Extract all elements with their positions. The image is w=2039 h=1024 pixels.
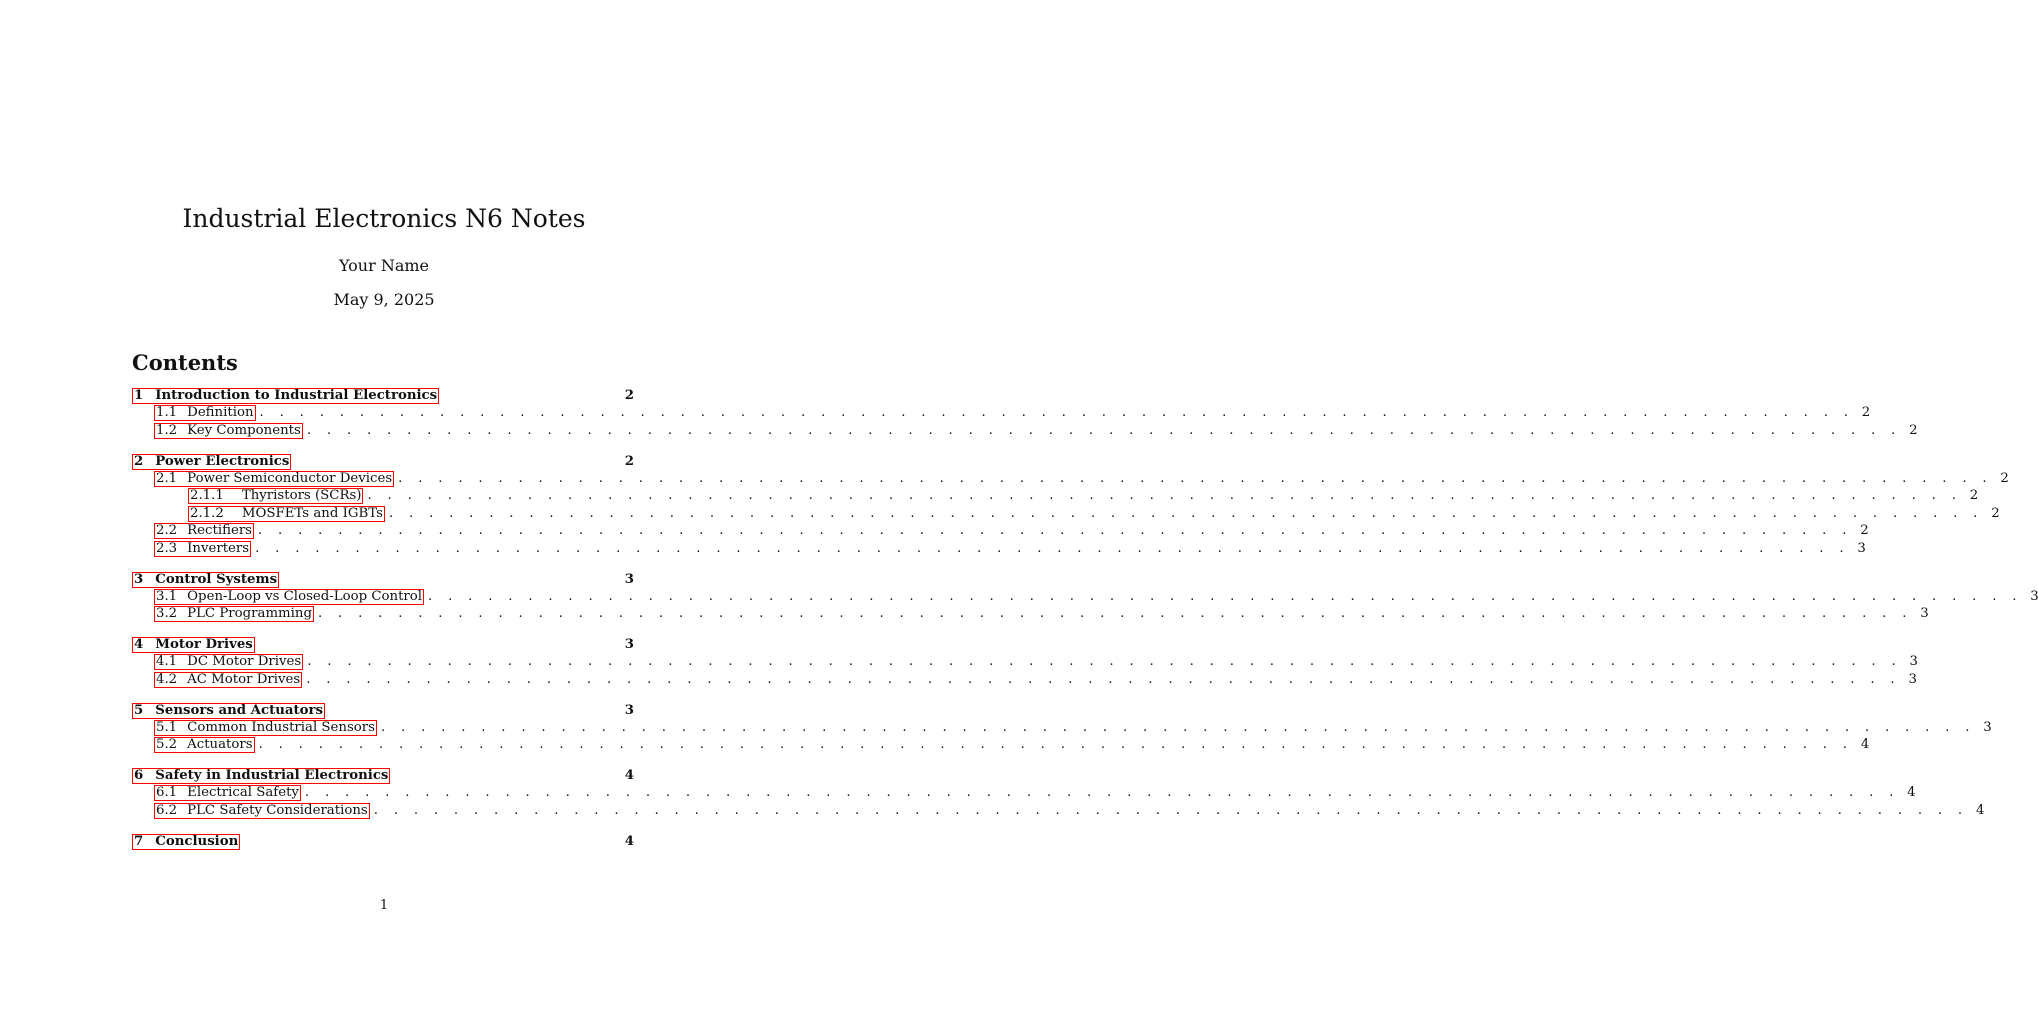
toc-section-number: 7 (134, 833, 144, 849)
document-title: Industrial Electronics N6 Notes (182, 204, 586, 233)
toc-subsection-number: 1.2 (156, 422, 178, 438)
toc-dot-leader: . . . . . . . . . . . . . . . . . . . . . . . . . . . . . . . . . . . . . . . . . . . . . . . . . . . . . . . . . . . . . . . . . . . . . . . . . . . . . . . . (388, 505, 1984, 521)
toc-subsection-number: 2.1 (156, 470, 178, 486)
toc-subsection-link[interactable] (154, 672, 302, 688)
toc-subsection-link[interactable] (154, 471, 394, 487)
toc-subsection-number: 1.1 (156, 405, 178, 420)
toc-section-title: Power Electronics (155, 453, 290, 469)
toc-subsection-title: Definition (187, 405, 254, 420)
toc-subsection-number: 2.2 (156, 523, 178, 538)
toc-page-number: 3 (624, 702, 634, 718)
toc-subsection-number: 5.1 (156, 719, 178, 735)
toc-subsection-title: Actuators (187, 737, 253, 752)
toc-subsection-row (132, 606, 1929, 624)
toc-subsection-number: 5.2 (156, 737, 178, 752)
toc-page-number: 2 (1969, 488, 1979, 503)
toc-subsection-row (132, 505, 2000, 524)
toc-dot-leader: . . . . . . . . . . . . . . . . . . . . . . . . . . . . . . . . . . . . . . . . . . . . . . . . . . . . . . . . . . . . . . . . . . . . . . . . . . . . . . . . (258, 523, 1853, 538)
toc-dot-leader: . . . . . . . . . . . . . . . . . . . . . . . . . . . . . . . . . . . . . . . . . . . . . . . . . . . . . . . . . . . . . . . . . . . . . . . . . . . . . . . . (258, 737, 1853, 752)
toc-subsection-row (132, 488, 1979, 506)
toc-subsection-link[interactable] (154, 720, 377, 736)
toc-subsection-title: PLC Programming (187, 606, 312, 621)
toc-page-number: 3 (1908, 671, 1917, 687)
toc-page-number: 3 (1909, 654, 1918, 669)
toc-subsection-number: 4.2 (156, 671, 178, 687)
toc-dot-leader: . . . . . . . . . . . . . . . . . . . . . . . . . . . . . . . . . . . . . . . . . . . . . . . . . . . . . . . . . . . . . . . . . . . . . . . . . . . . . . . . (317, 606, 1913, 621)
toc-dot-leader: . . . . . . . . . . . . . . . . . . . . . . . . . . . . . . . . . . . . . . . . . . . . . . . . . . . . . . . . . . . . . . . . . . . . . . . . . . . . . . . . (307, 654, 1902, 669)
toc-page-number: 2 (624, 388, 634, 403)
toc-page-number: 4 (624, 768, 634, 783)
toc-subsection-title: AC Motor Drives (187, 671, 301, 687)
toc-dot-leader: . . . . . . . . . . . . . . . . . . . . . . . . . . . . . . . . . . . . . . . . . . . . . . . . . . . . . . . . . . . . . . . . . . . . . . . . . . . . . . . . (255, 540, 1850, 556)
toc-subsection-number: 2.1.1 (190, 488, 224, 503)
toc-page-number: 3 (2030, 588, 2039, 604)
toc-subsection-row (132, 470, 2009, 489)
toc-subsection-link[interactable] (154, 785, 301, 801)
toc-page-number: 3 (624, 571, 634, 587)
toc-page-number: 4 (1907, 785, 1916, 800)
toc-subsection-title: Key Components (187, 422, 301, 438)
toc-subsection-title: PLC Safety Considerations (187, 802, 368, 818)
toc-subsection-link[interactable] (188, 506, 385, 522)
toc-subsection-row (132, 654, 1918, 672)
toc-page-number: 3 (624, 637, 634, 652)
toc-subsection-title: MOSFETs and IGBTs (241, 505, 383, 521)
toc-section-row (132, 637, 634, 654)
toc-section-row (132, 572, 634, 589)
document-date: May 9, 2025 (333, 290, 435, 309)
toc-subsection-title: Power Semiconductor Devices (187, 470, 393, 486)
toc-section-link[interactable] (132, 388, 439, 404)
toc-subsection-link[interactable] (154, 523, 254, 539)
toc-subsection-title: Inverters (187, 540, 250, 556)
toc-dot-leader: . . . . . . . . . . . . . . . . . . . . . . . . . . . . . . . . . . . . . . . . . . . . . . . . . . . . . . . . . . . . . . . . . . . . . . . . . . . . . . . . (428, 588, 2023, 604)
toc-subsection-row (132, 785, 1916, 803)
toc-section-title: Motor Drives (155, 637, 253, 652)
toc-subsection-link[interactable] (154, 803, 370, 819)
toc-section-row (132, 703, 634, 720)
toc-page-number: 4 (1975, 802, 1985, 818)
toc-subsection-row (132, 802, 1985, 821)
toc-subsection-row (132, 671, 1917, 690)
toc-subsection-title: Electrical Safety (187, 785, 299, 800)
toc-page-number: 2 (1991, 505, 2000, 521)
toc-section-link[interactable] (132, 768, 390, 784)
toc-section-number: 3 (134, 571, 144, 587)
toc-page-number: 2 (1909, 422, 1918, 438)
toc-subsection-title: Common Industrial Sensors (187, 719, 375, 735)
toc-section-number: 6 (134, 768, 144, 783)
document-author: Your Name (338, 256, 430, 275)
toc-dot-leader: . . . . . . . . . . . . . . . . . . . . . . . . . . . . . . . . . . . . . . . . . . . . . . . . . . . . . . . . . . . . . . . . . . . . . . . . . . . . . . . . (304, 785, 1900, 800)
page-number: 1 (379, 898, 389, 913)
toc-section-number: 1 (134, 388, 144, 403)
toc-section-link[interactable] (132, 572, 279, 588)
table-of-contents (132, 388, 2039, 851)
toc-dot-leader: . . . . . . . . . . . . . . . . . . . . . . . . . . . . . . . . . . . . . . . . . . . . . . . . . . . . . . . . . . . . . . . . . . . . . . . . . . . . . . . . (306, 671, 1901, 687)
toc-subsection-number: 3.2 (156, 606, 178, 621)
toc-section-title: Introduction to Industrial Electronics (155, 388, 438, 403)
toc-section-row (132, 768, 634, 785)
toc-page-number: 2 (1860, 523, 1869, 538)
toc-subsection-number: 6.1 (156, 785, 178, 800)
toc-subsection-row (132, 422, 1918, 441)
toc-page-number: 4 (1860, 737, 1870, 752)
toc-section-title: Control Systems (155, 571, 278, 587)
toc-section-number: 5 (134, 702, 144, 718)
toc-subsection-link[interactable] (154, 606, 314, 622)
toc-page-number: 3 (1983, 719, 1992, 735)
toc-subsection-link[interactable] (154, 654, 303, 670)
toc-subsection-link[interactable] (154, 589, 424, 605)
toc-subsection-row (132, 737, 1870, 755)
toc-subsection-row (132, 719, 1992, 738)
toc-page-number: 4 (624, 833, 634, 849)
toc-dot-leader: . . . . . . . . . . . . . . . . . . . . . . . . . . . . . . . . . . . . . . . . . . . . . . . . . . . . . . . . . . . . . . . . . . . . . . . . . . . . . . . . (398, 470, 1993, 486)
toc-subsection-number: 6.2 (156, 802, 178, 818)
toc-subsection-title: Thyristors (SCRs) (241, 488, 362, 503)
toc-subsection-link[interactable] (154, 737, 255, 753)
toc-subsection-link[interactable] (154, 541, 251, 557)
toc-subsection-title: Open-Loop vs Closed-Loop Control (187, 588, 423, 604)
toc-section-row (132, 388, 634, 405)
toc-dot-leader: . . . . . . . . . . . . . . . . . . . . . . . . . . . . . . . . . . . . . . . . . . . . . . . . . . . . . . . . . . . . . . . . . . . . . . . . . . . . . . . . (259, 405, 1854, 420)
toc-section-row (132, 454, 634, 471)
toc-subsection-link[interactable] (154, 405, 256, 421)
toc-page-number: 2 (624, 453, 634, 469)
toc-subsection-row (132, 405, 1871, 423)
toc-section-row (132, 834, 634, 851)
toc-page-number: 3 (1857, 540, 1866, 556)
toc-section-title: Sensors and Actuators (155, 702, 324, 718)
toc-page-number: 2 (2000, 470, 2009, 486)
toc-subsection-row (132, 588, 2039, 607)
toc-subsection-title: DC Motor Drives (187, 654, 302, 669)
toc-section-link[interactable] (132, 637, 255, 653)
toc-page-number: 2 (1861, 405, 1871, 420)
toc-section-title: Conclusion (155, 833, 239, 849)
toc-dot-leader: . . . . . . . . . . . . . . . . . . . . . . . . . . . . . . . . . . . . . . . . . . . . . . . . . . . . . . . . . . . . . . . . . . . . . . . . . . . . . . . . (367, 488, 1962, 503)
toc-section-number: 2 (134, 453, 144, 469)
toc-dot-leader: . . . . . . . . . . . . . . . . . . . . . . . . . . . . . . . . . . . . . . . . . . . . . . . . . . . . . . . . . . . . . . . . . . . . . . . . . . . . . . . . (306, 422, 1902, 438)
toc-section-number: 4 (134, 637, 144, 652)
toc-subsection-title: Rectifiers (187, 523, 252, 538)
toc-page-number: 3 (1920, 606, 1929, 621)
toc-subsection-number: 3.1 (156, 588, 178, 604)
toc-section-title: Safety in Industrial Electronics (155, 768, 389, 783)
toc-section-link[interactable] (132, 454, 291, 470)
toc-subsection-number: 2.1.2 (190, 505, 224, 521)
toc-subsection-row (132, 540, 1866, 559)
toc-subsection-link[interactable] (154, 423, 303, 439)
toc-dot-leader: . . . . . . . . . . . . . . . . . . . . . . . . . . . . . . . . . . . . . . . . . . . . . . . . . . . . . . . . . . . . . . . . . . . . . . . . . . . . . . . . (380, 719, 1976, 735)
toc-subsection-number: 4.1 (156, 654, 178, 669)
toc-heading: Contents (132, 350, 238, 375)
toc-section-link[interactable] (132, 834, 240, 850)
toc-dot-leader: . . . . . . . . . . . . . . . . . . . . . . . . . . . . . . . . . . . . . . . . . . . . . . . . . . . . . . . . . . . . . . . . . . . . . . . . . . . . . . . . (373, 802, 1968, 818)
toc-section-link[interactable] (132, 703, 325, 719)
toc-subsection-link[interactable] (188, 488, 363, 504)
toc-subsection-number: 2.3 (156, 540, 178, 556)
toc-subsection-row (132, 523, 1869, 541)
